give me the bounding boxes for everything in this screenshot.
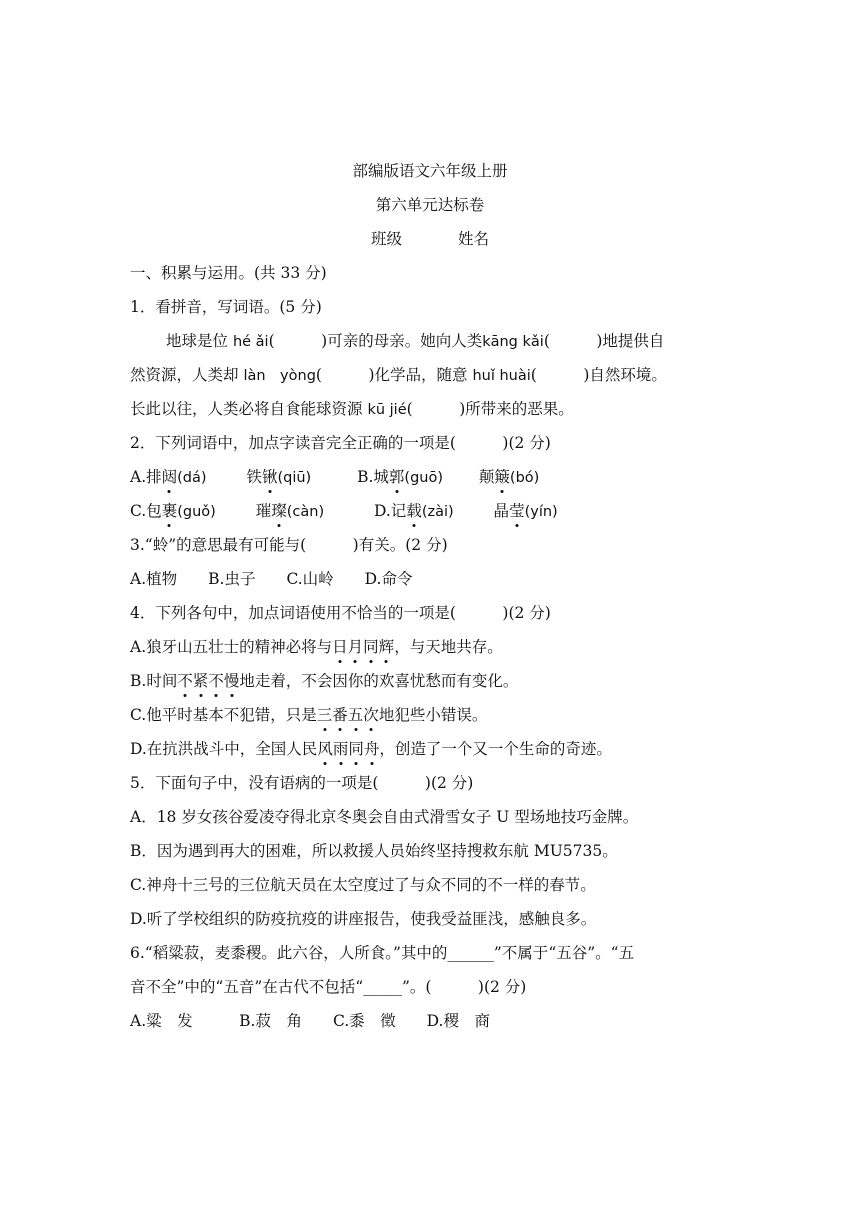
- dotted-character: 不: [208, 672, 224, 690]
- dotted-character: 同: [363, 638, 379, 656]
- dotted-character: 雨: [332, 740, 349, 758]
- dotted-character: 闼: [161, 468, 178, 486]
- exam-title: 部编版语文六年级上册: [352, 162, 508, 180]
- text-fragment: C.他平时基本不犯错，只是: [130, 706, 317, 724]
- section-heading: 一、积累与运用。(共 33 分): [130, 264, 327, 282]
- question-5-stem: 5．下面句子中，没有语病的一项是( )(2 分): [130, 774, 474, 792]
- question-4-option-c: [130, 704, 730, 726]
- question-5-option-d: D.听了学校组织的防疫抗疫的讲座报告，使我受益匪浅，感触良多。: [130, 910, 597, 928]
- exam-subtitle: 第六单元达标卷: [375, 196, 485, 214]
- dotted-character: 同: [348, 740, 364, 758]
- dotted-character: 风: [317, 740, 333, 758]
- text-fragment: 地球是位: [166, 332, 229, 350]
- question-6-options: A.粱 发 B.菽 角 C.黍 徵 D.稷 商: [130, 1012, 490, 1030]
- dotted-character: 载: [406, 502, 422, 520]
- text-fragment: ( )地提供自: [543, 332, 665, 350]
- dotted-character: 不: [177, 672, 193, 690]
- class-name-line: [0, 228, 860, 250]
- text-fragment: 长此以往，人类必将自食能球资源: [130, 400, 363, 418]
- question-2-options-ab: [130, 466, 730, 489]
- question-4-option-d: [130, 738, 730, 760]
- text-fragment: 地犯些小错误。: [378, 706, 488, 724]
- question-6-line-1: 6.“稻粱菽，麦黍稷。此六谷，人所食。”其中的______”不属于“五谷”。“五: [130, 944, 635, 962]
- text-fragment: B.城: [357, 468, 389, 486]
- text-fragment: 璀: [255, 502, 272, 520]
- question-5-option-b: B．因为遇到再大的困难，所以救援人员始终坚持搜救东航 MU5735。: [130, 842, 618, 860]
- pinyin-hui-huai: huǐ huài: [472, 368, 531, 384]
- question-5-option-a: A．18 岁女孩谷爱凌夺得北京冬奥会自由式滑雪女子 U 型场地技巧金牌。: [130, 808, 639, 826]
- text-fragment: C.包: [130, 502, 162, 520]
- dotted-character: 月: [347, 638, 364, 656]
- text-fragment: (zài): [421, 504, 454, 520]
- dotted-character: 次: [363, 706, 379, 724]
- dotted-character: 五: [347, 706, 364, 724]
- text-fragment: (dá): [177, 470, 207, 486]
- dotted-character: 簸: [494, 468, 510, 486]
- text-fragment: (qiū): [277, 470, 312, 486]
- pinyin-kang-kai: kāng kǎi: [482, 334, 544, 350]
- dotted-character: 璨: [271, 502, 287, 520]
- text-fragment: ，创造了一个又一个生命的奇迹。: [379, 740, 612, 758]
- question-4-option-a: [130, 636, 730, 658]
- question-4-stem: 4．下列各句中，加点词语使用不恰当的一项是( )(2 分): [130, 604, 551, 622]
- text-fragment: 地走着，不会因你的欢喜忧愁而有变化。: [239, 672, 519, 690]
- question-1-line-1: [130, 330, 730, 353]
- text-fragment: 铁: [246, 468, 262, 486]
- text-fragment: (yín): [524, 504, 558, 520]
- dotted-character: 裹: [161, 502, 178, 520]
- pinyin-lan-yong: làn yòng: [243, 368, 316, 384]
- dotted-character: 莹: [509, 502, 525, 520]
- pinyin-he-ai: hé ǎi: [232, 334, 269, 350]
- question-1-line-3: [130, 398, 730, 421]
- text-fragment: 颠: [478, 468, 495, 486]
- text-fragment: D.在抗洪战斗中，全国人民: [130, 740, 318, 758]
- text-fragment: 晶: [493, 502, 510, 520]
- class-label: 班级: [370, 230, 402, 248]
- pinyin-ku-jie: kū jié: [367, 402, 407, 418]
- dotted-character: 紧: [192, 672, 209, 690]
- dotted-character: 舟: [363, 740, 380, 758]
- dotted-character: 慢: [223, 672, 240, 690]
- question-3-options: A.植物 B.虫子 C.山岭 D.命令: [130, 570, 413, 588]
- dotted-character: 郭: [388, 468, 405, 486]
- text-fragment: ( )自然环境。: [530, 366, 667, 384]
- text-fragment: ( )化学品，随意: [315, 366, 468, 384]
- dotted-character: 日: [332, 638, 348, 656]
- dotted-character: 辉: [378, 638, 395, 656]
- text-fragment: 然资源，人类却: [130, 366, 239, 384]
- question-4-option-b: [130, 670, 730, 692]
- text-fragment: (bó): [509, 470, 540, 486]
- text-fragment: B.时间: [130, 672, 178, 690]
- text-fragment: A.狼牙山五壮士的精神必将与: [130, 638, 333, 656]
- text-fragment: (guǒ): [177, 504, 216, 520]
- text-fragment: D.记: [374, 502, 407, 520]
- text-fragment: (càn): [286, 504, 325, 520]
- question-2-options-cd: [130, 500, 730, 523]
- question-3-stem: 3.“蛉”的意思最有可能与( )有关。(2 分): [130, 536, 448, 554]
- text-fragment: ( )所带来的恶果。: [406, 400, 574, 418]
- question-1-line-2: [130, 364, 730, 387]
- name-label: 姓名: [458, 230, 490, 248]
- text-fragment: ，与天地共存。: [394, 638, 503, 656]
- question-6-line-2: 音不全”中的“五音”在古代不包括“_____”。( )(2 分): [130, 978, 527, 996]
- text-fragment: (guō): [404, 470, 444, 486]
- dotted-character: 三: [316, 706, 333, 724]
- text-fragment: ( )可亲的母亲。她向人类: [268, 332, 483, 350]
- dotted-character: 番: [332, 706, 348, 724]
- question-5-option-c: C.神舟十三号的三位航天员在太空度过了与众不同的不一样的春节。: [130, 876, 596, 894]
- question-2-stem: 2．下列词语中，加点字读音完全正确的一项是( )(2 分): [130, 434, 551, 452]
- question-1-stem: 1．看拼音，写词语。(5 分): [130, 298, 322, 316]
- dotted-character: 锹: [261, 468, 278, 486]
- text-fragment: A.排: [130, 468, 162, 486]
